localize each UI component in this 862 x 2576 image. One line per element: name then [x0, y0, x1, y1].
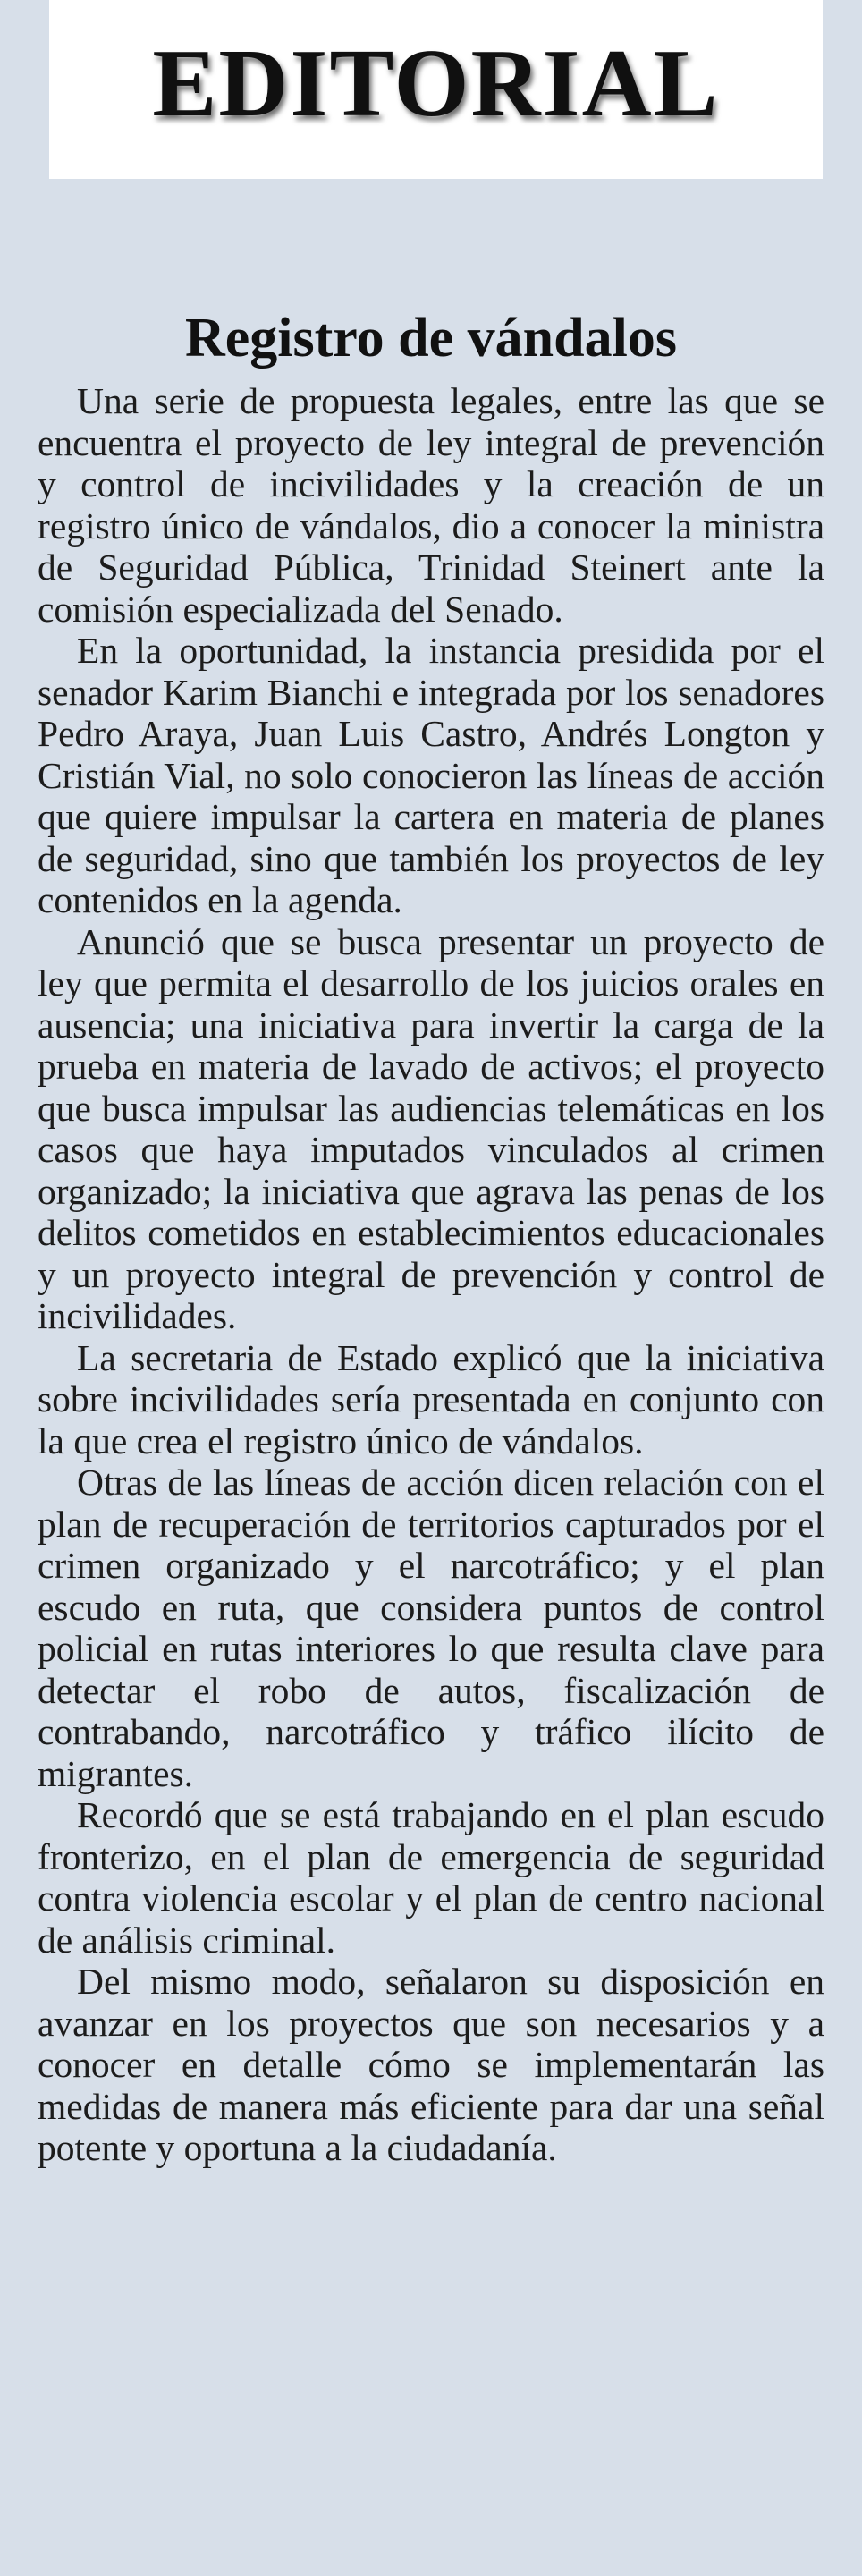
article-body: [38, 380, 824, 2169]
article-paragraph-2: En la oportunidad, la instancia presidida por el senador Karim Bianchi e integrada por los senadores Pedro Araya, Juan Luis Castro, Andrés Longton y Cristián Vial, no solo conocieron las líneas de acción que quiere impulsar la cartera en materia de planes de seguridad, sino que también los proyectos de ley contenidos en la agenda.: [38, 630, 824, 920]
masthead-banner: [49, 0, 823, 179]
article-paragraph-7: Del mismo modo, señalaron su disposición en avanzar en los proyectos que son necesarios y a conocer en detalle cómo se implementarán las medidas de manera más eficiente para dar una señal potente y oportuna a la ciudadanía.: [38, 1961, 824, 2168]
article-paragraph-3: Anunció que se busca presentar un proyecto de ley que permita el desarrollo de los juicios orales en ausencia; una iniciativa para invertir la carga de la prueba en materia de lavado de activos; el proyecto que busca impulsar las audiencias telemáticas en los casos que haya imputados vinculados al crimen organizado; la iniciativa que agrava las penas de los delitos cometidos en establecimientos educacionales y un proyecto integral de prevención y control de incivilidades.: [38, 920, 824, 1336]
article-paragraph-4: La secretaria de Estado explicó que la iniciativa sobre incivilidades sería presentada en conjunto con la que crea el registro único de vándalos.: [38, 1336, 824, 1462]
section-title: EDITORIAL: [152, 30, 720, 137]
article-paragraph-5: Otras de las líneas de acción dicen relación con el plan de recuperación de territorios capturados por el crimen organizado y el narcotráfico; y el plan escudo en ruta, que considera puntos de control policial en rutas interiores lo que resulta clave para detectar el robo de autos, fiscalización de contrabando, narcotráfico y tráfico ilícito de migrantes.: [38, 1462, 824, 1794]
article-paragraph-1: Una serie de propuesta legales, entre las que se encuentra el proyecto de ley integral de prevención y control de incivilidades y la creación de un registro único de vándalos, dio a conocer la ministra de Seguridad Pública, Trinidad Steinert ante la comisión especializada del Senado.: [38, 380, 824, 630]
article-headline: Registro de vándalos: [184, 307, 677, 369]
article-paragraph-6: Recordó que se está trabajando en el plan escudo fronterizo, en el plan de emergencia de seguridad contra violencia escolar y el plan de centro nacional de análisis criminal.: [38, 1794, 824, 1961]
